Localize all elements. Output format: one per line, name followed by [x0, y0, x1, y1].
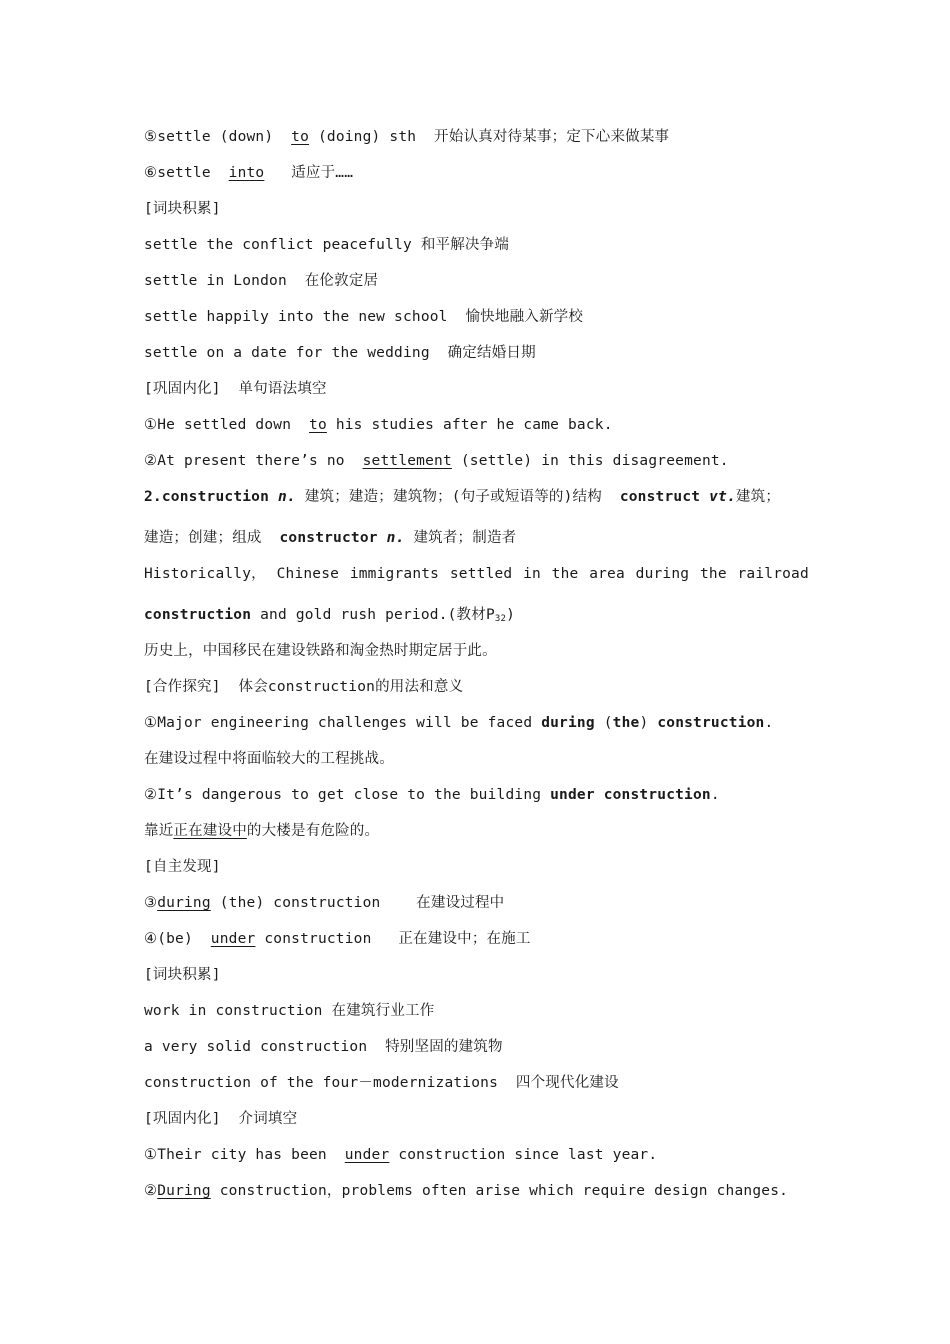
translation: 靠近正在建设中的大楼是有危险的。 [144, 823, 380, 839]
chunk-item: settle in London 在伦敦定居 [144, 273, 379, 289]
chunk-item: a very solid construction 特别坚固的建筑物 [144, 1039, 503, 1055]
answer-blank: During [157, 1183, 211, 1199]
section-heading-practice: [巩固内化] 介词填空 [144, 1111, 298, 1127]
answer-blank: under [210, 931, 256, 947]
exercise-item: ①He settled down to his studies after he came back. [144, 417, 613, 433]
example-item: ②It’s dangerous to get close to the building under construction. [144, 787, 720, 803]
chunk-item: settle the conflict peacefully 和平解决争端 [144, 237, 510, 253]
phrase-item: ③during (the) construction 在建设过程中 [144, 895, 505, 911]
phrase-settle-into: ⑥settle into 适应于…… [144, 165, 354, 181]
phrase-item: ④(be) under construction 正在建设中；在施工 [144, 931, 531, 947]
headword: constructor [279, 530, 378, 546]
document-page [144, 122, 809, 1212]
section-heading-explore: [合作探究] 体会construction的用法和意义 [144, 679, 464, 695]
example-sentence-continued: construction and gold rush period.(教材$P_{32}$) [144, 607, 516, 624]
exercise-item: ②During construction，problems often arise which require design changes. [144, 1183, 789, 1199]
phrase-settle-down-to: ⑤settle (down) to (doing) sth 开始认真对待某事；定下心来做某事 [144, 129, 670, 145]
answer-blank: into [228, 165, 265, 181]
vocab-entry-construction: 2.construction n. 建筑；建造；建筑物；(句子或短语等的)结构 construct vt.建筑； [144, 489, 781, 505]
section-heading-chunks: [词块积累] [144, 201, 221, 217]
chunk-item: settle on a date for the wedding 确定结婚日期 [144, 345, 536, 361]
chunk-item: construction of the four－modernizations 四个现代化建设 [144, 1075, 619, 1091]
headword: construct [619, 489, 701, 505]
vocab-entry-continued: 建造；创建；组成 constructor n. 建筑者；制造者 [144, 530, 517, 546]
section-heading-discover: [自主发现] [144, 859, 221, 875]
chunk-item: work in construction 在建筑行业工作 [144, 1003, 435, 1019]
translation: 历史上，中国移民在建设铁路和淘金热时期定居于此。 [144, 643, 497, 659]
answer-blank: during [157, 895, 211, 911]
answer-blank: under [344, 1147, 390, 1163]
example-item: ①Major engineering challenges will be faced during (the) construction. [144, 715, 774, 731]
example-sentence: Historically， Chinese immigrants settled in the area during the railroad [144, 566, 809, 582]
section-heading-practice: [巩固内化] 单句语法填空 [144, 381, 327, 397]
answer-blank: to [309, 417, 327, 433]
headword: construction [161, 489, 270, 505]
chunk-item: settle happily into the new school 愉快地融入新学校 [144, 309, 584, 325]
section-heading-chunks: [词块积累] [144, 967, 221, 983]
answer-blank: settlement [362, 453, 452, 469]
exercise-item: ①Their city has been under construction since last year. [144, 1147, 658, 1163]
exercise-item: ②At present there’s no settlement (settle) in this disagreement. [144, 453, 729, 469]
answer-blank: to [291, 129, 310, 145]
translation: 在建设过程中将面临较大的工程挑战。 [144, 751, 394, 767]
